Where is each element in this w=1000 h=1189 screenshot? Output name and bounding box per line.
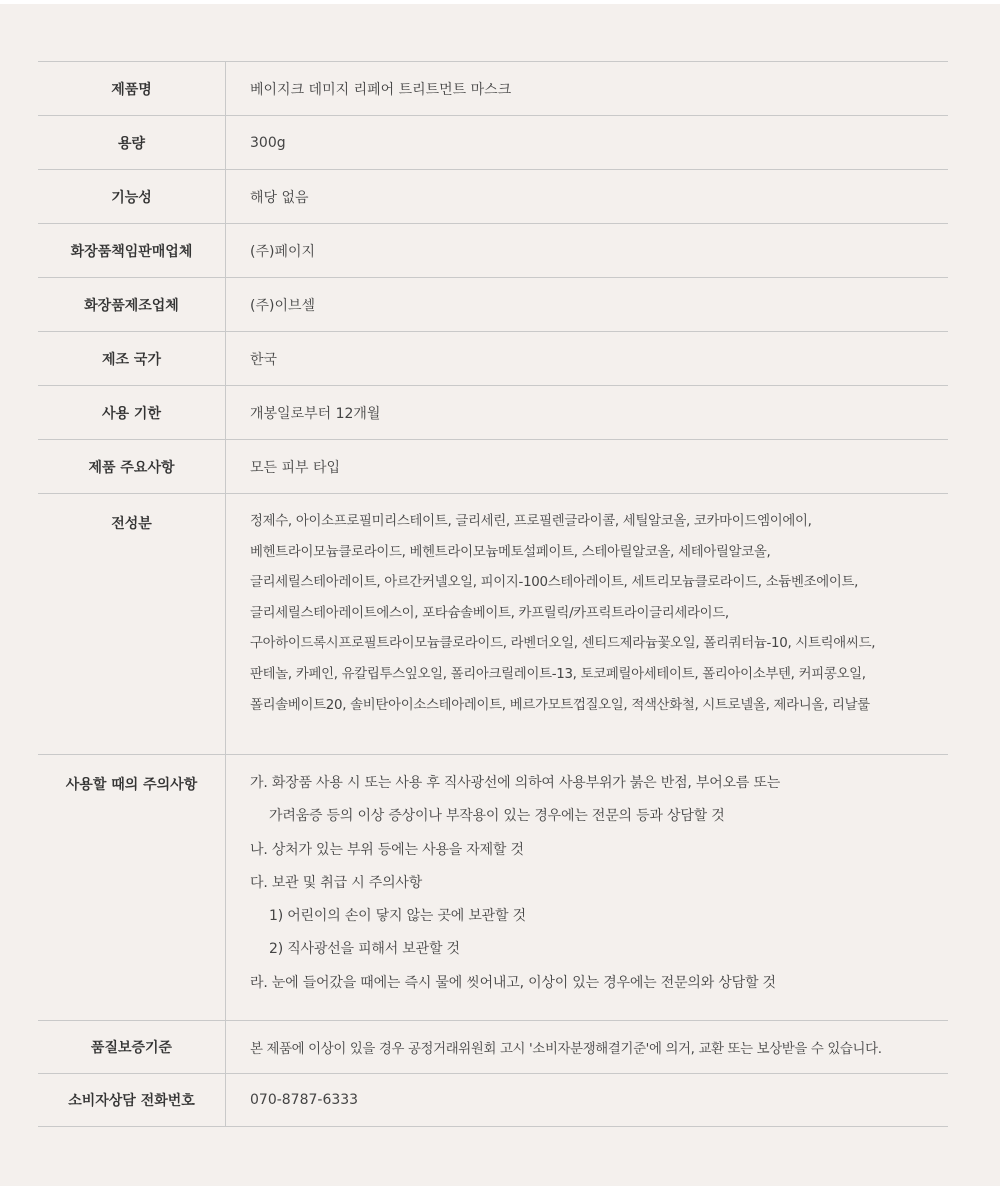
ingredients-line: 글리세릴스테아레이트에스이, 포타슘솔베이트, 카프릴릭/카프릭트라이글리세라이드, [250, 605, 729, 621]
row-quality [38, 1021, 948, 1074]
row-expiry [38, 386, 948, 440]
caution-value [226, 755, 948, 1020]
volume-label: 용량 [38, 116, 226, 169]
row-functionality [38, 170, 948, 224]
ingredients-line: 폴리솔베이트20, 솔비탄아이소스테아레이트, 베르가모트껍질오일, 적색산화철, 시트로넬올, 제라니올, 리날룰 [250, 697, 870, 713]
ingredients-line: 글리세릴스테아레이트, 아르간커넬오일, 피이지-100스테아레이트, 세트리모늄클로라이드, 소듐벤조에이트, [250, 575, 859, 591]
caution-line: 가. 화장품 사용 시 또는 사용 후 직사광선에 의하여 사용부위가 붉은 반점, 부어오름 또는 [250, 775, 781, 791]
ingredients-line: 베헨트라이모늄클로라이드, 베헨트라이모늄메토설페이트, 스테아릴알코올, 세테아릴알코올, [250, 544, 771, 560]
expiry-value: 개봉일로부터 12개월 [250, 405, 381, 422]
row-phone [38, 1074, 948, 1127]
caution-line: 1) 어린이의 손이 닿지 않는 곳에 보관할 것 [269, 908, 526, 925]
row-ingredients [38, 494, 948, 755]
row-caution [38, 755, 948, 1021]
top-strip [0, 0, 1000, 4]
seller-label: 화장품책임판매업체 [38, 224, 226, 277]
product-name-label: 제품명 [38, 62, 226, 115]
ingredients-line: 구아하이드록시프로필트라이모늄클로라이드, 라벤더오일, 센티드제라늄꽃오일, 폴리쿼터늄-10, 시트릭애씨드, [250, 636, 876, 652]
manufacturer-label: 화장품제조업체 [38, 278, 226, 331]
caution-label: 사용할 때의 주의사항 [38, 755, 226, 1020]
ingredients-line: 판테놀, 카페인, 유칼립투스잎오일, 폴리아크릴레이트-13, 토코페릴아세테이트, 폴리아이소부텐, 커피콩오일, [250, 666, 866, 682]
phone-value: 070-8787-6333 [250, 1092, 359, 1108]
quality-value: 본 제품에 이상이 있을 경우 공정거래위원회 고시 '소비자분쟁해결기준'에 의거, 교환 또는 보상받을 수 있습니다. [250, 1041, 882, 1057]
quality-label: 품질보증기준 [38, 1021, 226, 1073]
row-manufacturer [38, 278, 948, 332]
caution-line: 나. 상처가 있는 부위 등에는 사용을 자제할 것 [250, 841, 524, 858]
country-value: 한국 [250, 351, 278, 368]
seller-value: (주)페이지 [250, 243, 316, 260]
product-name-value: 베이지크 데미지 리페어 트리트먼트 마스크 [250, 81, 512, 98]
manufacturer-value: (주)이브셀 [250, 297, 316, 314]
row-product-name [38, 62, 948, 116]
key-notes-label: 제품 주요사항 [38, 440, 226, 493]
row-key-notes [38, 440, 948, 494]
row-volume [38, 116, 948, 170]
ingredients-label: 전성분 [38, 494, 226, 754]
expiry-label: 사용 기한 [38, 386, 226, 439]
key-notes-value: 모든 피부 타입 [250, 459, 341, 476]
functionality-label: 기능성 [38, 170, 226, 223]
caution-line: 다. 보관 및 취급 시 주의사항 [250, 874, 423, 891]
volume-value: 300g [250, 134, 286, 151]
caution-line: 라. 눈에 들어갔을 때에는 즉시 물에 씻어내고, 이상이 있는 경우에는 전문의와 상담할 것 [250, 974, 776, 991]
caution-line: 가려움증 등의 이상 증상이나 부작용이 있는 경우에는 전문의 등과 상담할 것 [269, 808, 725, 825]
ingredients-line: 정제수, 아이소프로필미리스테이트, 글리세린, 프로필렌글라이콜, 세틸알코올, 코카마이드엠이에이, [250, 514, 812, 529]
row-country [38, 332, 948, 386]
caution-line: 2) 직사광선을 피해서 보관할 것 [269, 941, 460, 958]
phone-label: 소비자상담 전화번호 [38, 1074, 226, 1126]
ingredients-value [226, 494, 948, 754]
functionality-value: 해당 없음 [250, 189, 309, 206]
country-label: 제조 국가 [38, 332, 226, 385]
product-info-table [38, 61, 948, 1127]
row-seller [38, 224, 948, 278]
